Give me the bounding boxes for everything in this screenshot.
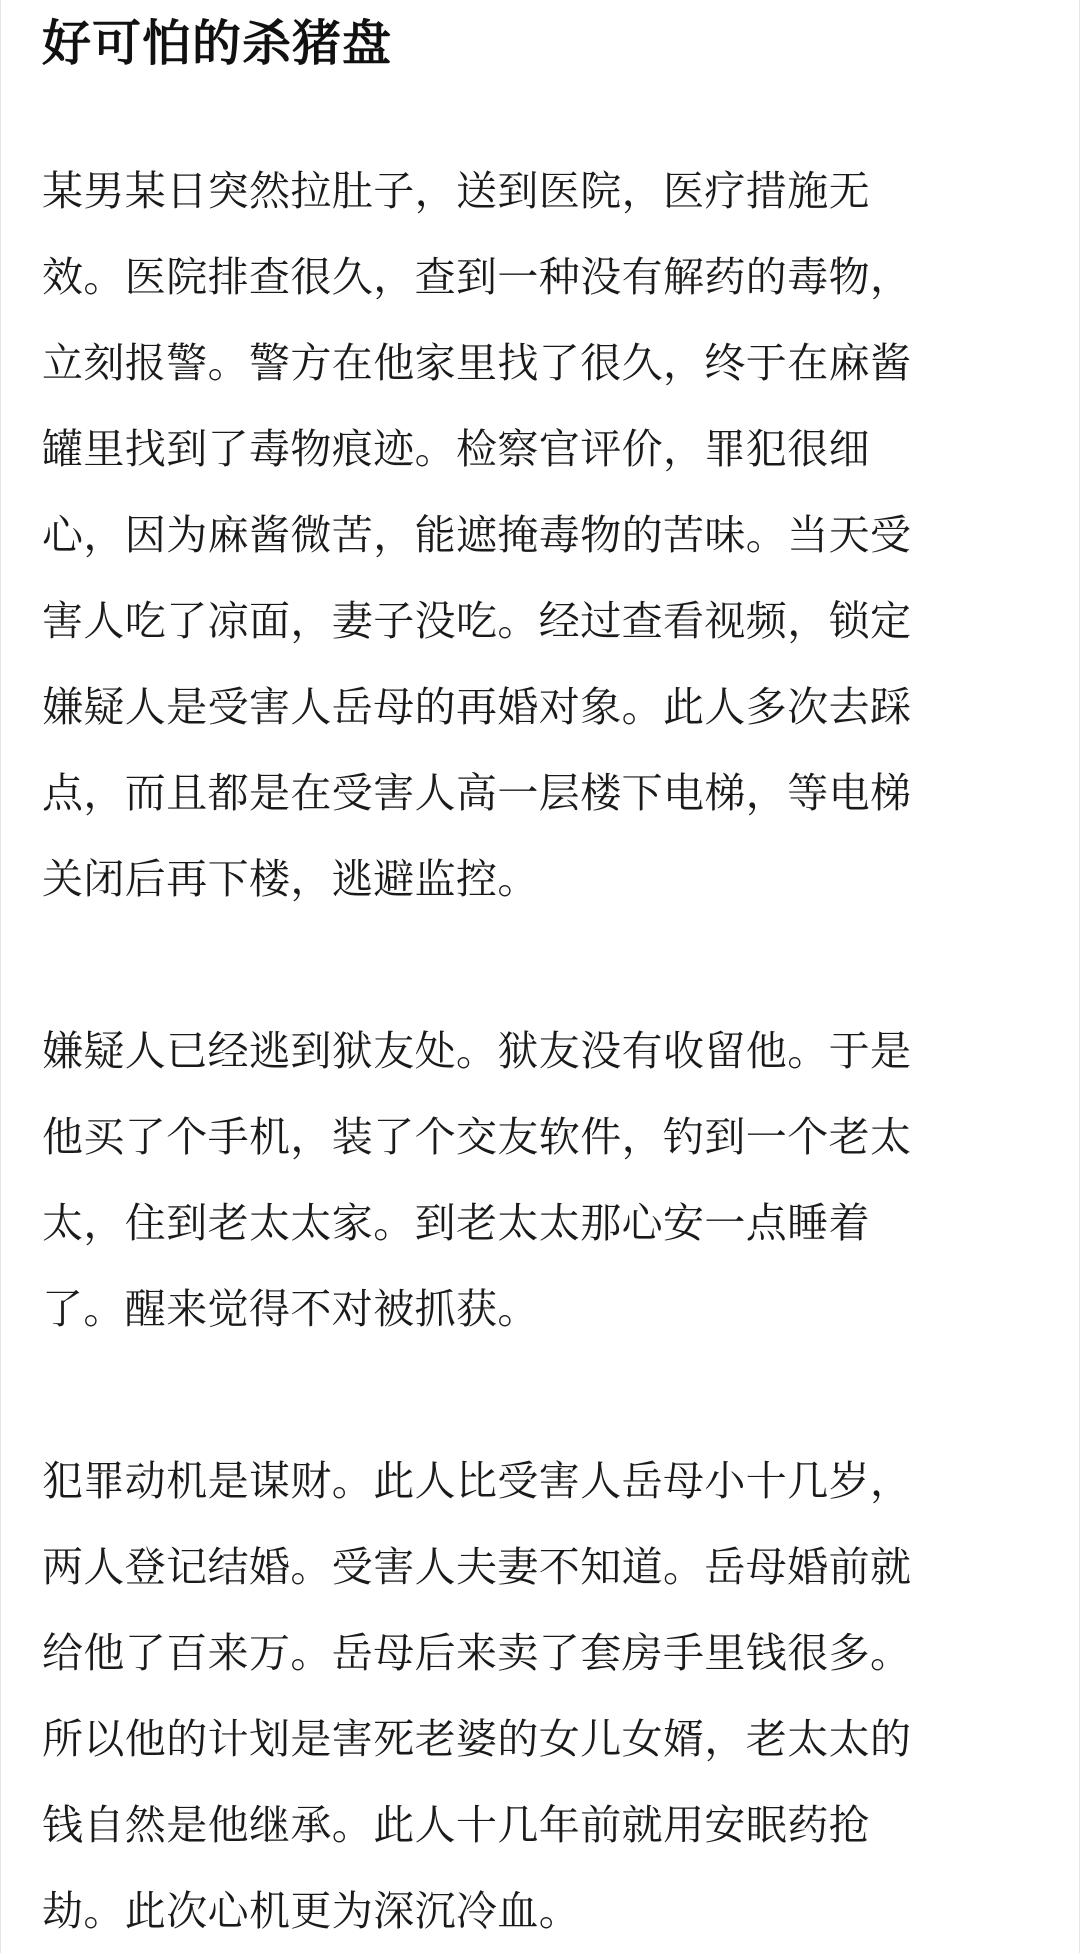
- text-line: 他买了个手机，装了个交友软件，钓到一个老太: [42, 1113, 912, 1161]
- text-line: 嫌疑人是受害人岳母的再婚对象。此人多次去踩: [42, 683, 912, 731]
- text-line: 了。醒来觉得不对被抓获。: [42, 1285, 539, 1333]
- text-line: 太，住到老太太家。到老太太那心安一点睡着: [42, 1199, 870, 1247]
- text-line: 害人吃了凉面，妻子没吃。经过查看视频，锁定: [42, 597, 912, 645]
- paragraph-1: [42, 148, 1042, 922]
- text-line: 罐里找到了毒物痕迹。检察官评价，罪犯很细: [42, 425, 870, 473]
- text-line: 嫌疑人已经逃到狱友处。狱友没有收留他。于是: [42, 1027, 912, 1075]
- article-title: 好可怕的杀猪盘: [42, 15, 393, 72]
- article: [42, 0, 1042, 1954]
- text-line: 犯罪动机是谋财。此人比受害人岳母小十几岁，: [42, 1457, 912, 1505]
- article-body: [42, 148, 1042, 1954]
- text-line: 心，因为麻酱微苦，能遮掩毒物的苦味。当天受: [42, 511, 912, 559]
- text-line: 所以他的计划是害死老婆的女儿女婿，老太太的: [42, 1715, 912, 1763]
- text-line: 效。医院排查很久，查到一种没有解药的毒物，: [42, 253, 912, 301]
- text-line: 关闭后再下楼，逃避监控。: [42, 855, 539, 903]
- text-line: 给他了百来万。岳母后来卖了套房手里钱很多。: [42, 1629, 912, 1677]
- text-line: 两人登记结婚。受害人夫妻不知道。岳母婚前就: [42, 1543, 912, 1591]
- text-line: 点，而且都是在受害人高一层楼下电梯，等电梯: [42, 769, 912, 817]
- paragraph-2: [42, 1008, 1042, 1352]
- paragraph-3: [42, 1438, 1042, 1954]
- text-line: 劫。此次心机更为深沉冷血。: [42, 1887, 581, 1935]
- text-line: 某男某日突然拉肚子，送到医院，医疗措施无: [42, 167, 870, 215]
- page-border-left: [0, 0, 1, 1953]
- text-line: 立刻报警。警方在他家里找了很久，终于在麻酱: [42, 339, 912, 387]
- text-line: 钱自然是他继承。此人十几年前就用安眠药抢: [42, 1801, 870, 1849]
